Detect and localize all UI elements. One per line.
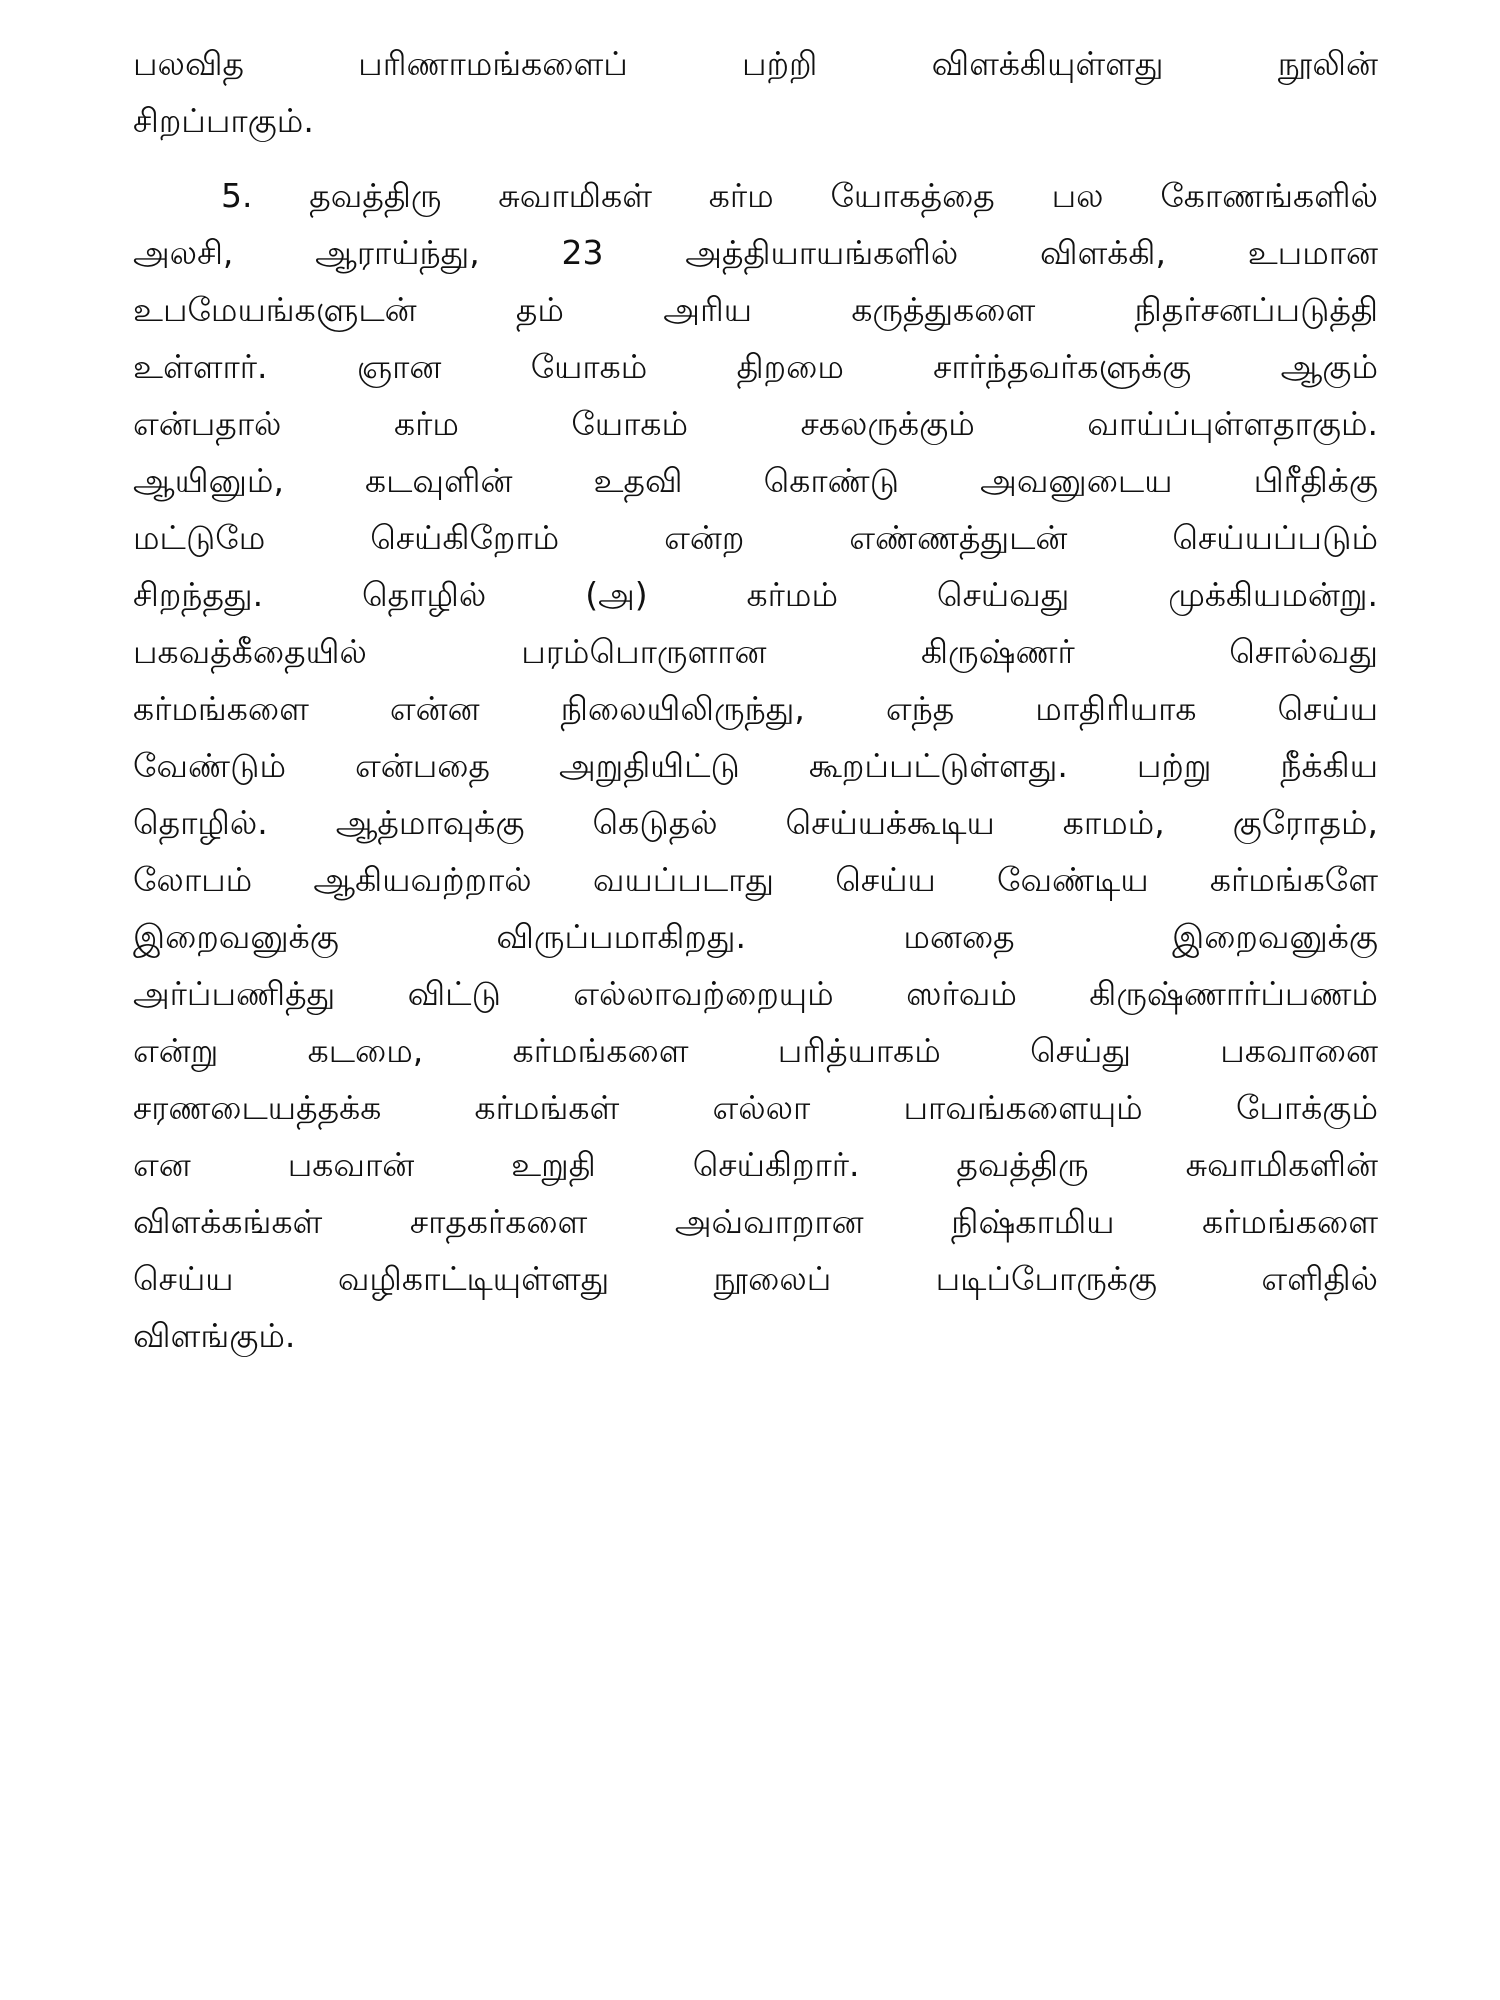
text-line: என்பதால் கர்ம யோகம் சகலருக்கும் வாய்ப்புள்ளதாகும். xyxy=(133,404,1378,443)
text-line: என்று கடமை, கர்மங்களை பரித்யாகம் செய்து பகவானை xyxy=(133,1031,1378,1070)
text-line: சிறந்தது. தொழில் (அ) கர்மம் செய்வது முக்கியமன்று. xyxy=(133,575,1378,614)
text-line: உள்ளார். ஞான யோகம் திறமை சார்ந்தவர்களுக்கு ஆகும் xyxy=(133,347,1378,386)
text-line: பகவத்கீதையில் பரம்பொருளான கிருஷ்ணர் சொல்வது xyxy=(133,632,1378,671)
text-line: அலசி, ஆராய்ந்து, 23 அத்தியாயங்களில் விளக்கி, உபமான xyxy=(133,233,1378,272)
text-line: என பகவான் உறுதி செய்கிறார். தவத்திரு சுவாமிகளின் xyxy=(133,1145,1378,1184)
text-line: பலவித பரிணாமங்களைப் பற்றி விளக்கியுள்ளது நூலின் xyxy=(133,44,1378,83)
document-body xyxy=(133,35,1378,1364)
text-line: ஆயினும், கடவுளின் உதவி கொண்டு அவனுடைய பிரீதிக்கு xyxy=(133,461,1378,500)
text-line: மட்டுமே செய்கிறோம் என்ற எண்ணத்துடன் செய்யப்படும் xyxy=(133,518,1378,557)
paragraph-start-line: 5. தவத்திரு சுவாமிகள் கர்ம யோகத்தை பல கோணங்களில் xyxy=(221,176,1378,215)
text-line: இறைவனுக்கு விருப்பமாகிறது. மனதை இறைவனுக்கு xyxy=(133,917,1378,956)
text-line: தொழில். ஆத்மாவுக்கு கெடுதல் செய்யக்கூடிய காமம், குரோதம், xyxy=(133,803,1378,842)
text-line: கர்மங்களை என்ன நிலையிலிருந்து, எந்த மாதிரியாக செய்ய xyxy=(133,689,1378,728)
text-line: விளக்கங்கள் சாதகர்களை அவ்வாறான நிஷ்காமிய கர்மங்களை xyxy=(133,1202,1378,1241)
text-line: சிறப்பாகும். xyxy=(133,101,314,140)
text-line: சரணடையத்தக்க கர்மங்கள் எல்லா பாவங்களையும் போக்கும் xyxy=(133,1088,1378,1127)
text-line: உபமேயங்களுடன் தம் அரிய கருத்துகளை நிதர்சனப்படுத்தி xyxy=(133,290,1378,329)
text-line: லோபம் ஆகியவற்றால் வயப்படாது செய்ய வேண்டிய கர்மங்களே xyxy=(133,860,1378,899)
text-line: விளங்கும். xyxy=(133,1316,296,1355)
text-line: செய்ய வழிகாட்டியுள்ளது நூலைப் படிப்போருக்கு எளிதில் xyxy=(133,1259,1378,1298)
text-line: வேண்டும் என்பதை அறுதியிட்டு கூறப்பட்டுள்ளது. பற்று நீக்கிய xyxy=(133,746,1378,785)
text-line: அர்ப்பணித்து விட்டு எல்லாவற்றையும் ஸர்வம் கிருஷ்ணார்ப்பணம் xyxy=(133,974,1378,1013)
